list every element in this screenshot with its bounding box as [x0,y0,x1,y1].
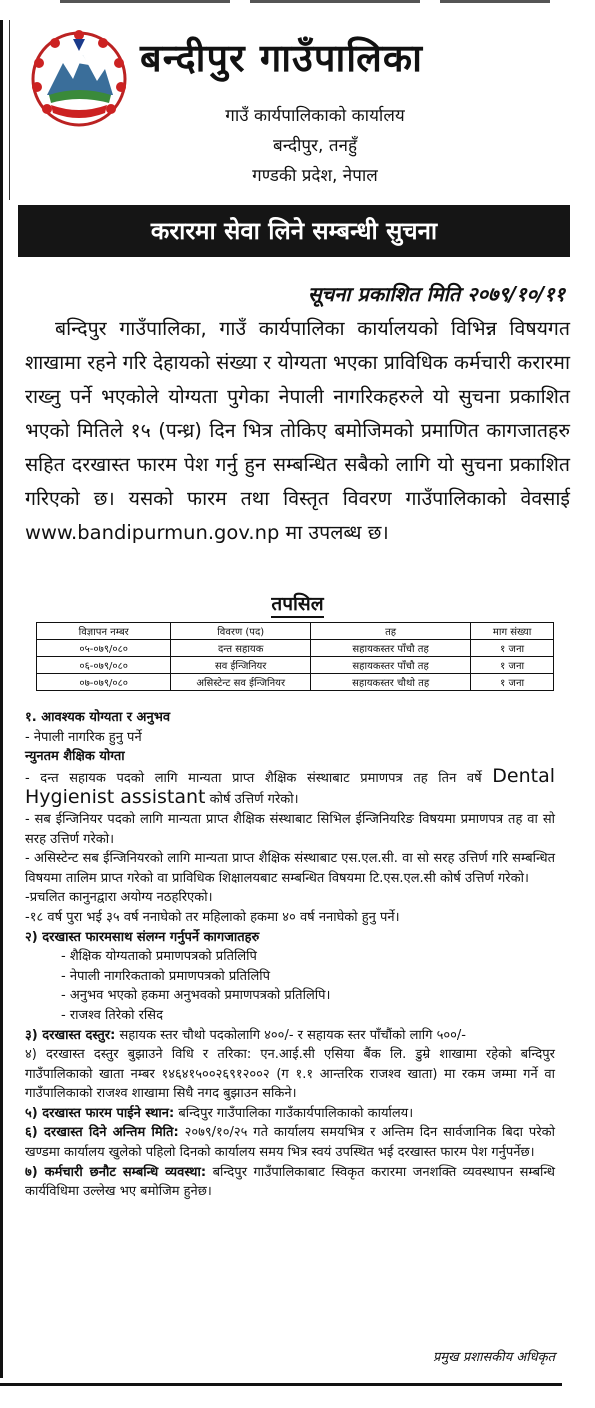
office-address: बन्दीपुर, तनहुँ [273,136,357,156]
table-cell: सव ईन्जिनियर [171,657,311,674]
column-header: माग संख्या [471,623,554,640]
section3-label: ३) दरखास्त दस्तुर: [25,1027,116,1043]
section6-label: ६) दरखास्त दिने अन्तिम मिति: [25,1125,179,1141]
section1-heading: १. आवश्यक योग्यता र अनुभव [25,710,171,725]
section4-payment: ४) दरखास्त दस्तुर बुझाउने विधि र तरिका: एन.आई.सी एसिया बैंक लि. डुम्रे शाखामा रहेको बन्दिपुर गाउँपालिकाको खाता नम्बर १४६४१५००२६९१२००२ (ग १.१ आन्तरिक राजश्व खाता) मा रकम जम्मा गर्ने वा गाउँपालिकाको राजश्व शाखामा सिधै नगद बुझाउन सकिने। [25,1047,555,1102]
column-header: तह [310,623,470,640]
tapsil-heading [0,590,595,616]
table-cell: १ जना [471,640,554,657]
table-cell: असिस्टेन्ट सव ईन्जिनियर [171,674,311,691]
table-header-row [37,623,554,640]
table-cell: १ जना [471,674,554,691]
dental-requirement [25,764,555,810]
table-cell: ०६-०७९/०८० [37,657,171,674]
section6-text: २०७९/१०/२५ गते कार्यालय समयभित्र र अन्तिम दिन सार्वजानिक बिदा परेको खण्डमा कार्यालय खुलेको पहिलो दिनको कार्यालय समय भित्र स्वयं उपस्थित भई दरखास्त फारम पेश गर्नुपर्नेछ। [25,1125,555,1161]
section7-text: बन्दिपुर गाउँपालिकाबाट स्विकृत करारमा जनशक्ति व्यवस्थापन सम्बन्धि कार्यविधिमा उल्लेख भए बमोजिम हुनेछ। [25,1164,555,1200]
list-item: - नेपाली नागरिकताको प्रमाणपत्रको प्रतिलिपि [61,968,271,984]
bottom-border-line [0,1383,562,1386]
notice-banner: करारमा सेवा लिने सम्बन्धी सुचना [18,205,570,257]
table-row [37,657,554,674]
table-cell: दन्त सहायक [171,640,311,657]
province-name: गण्डकी प्रदेश, नेपाल [252,166,378,186]
asst-engineer-requirement: - असिस्टेन्ट सब ईन्जिनियरको लागि मान्यता प्राप्त शैक्षिक संस्थाबाट एस.एल.सी. वा सो सरह उत्तिर्ण गरि सम्बन्धित विषयमा तालिम प्राप्त गरेको वा प्राविधिक शिक्षालयबाट सम्बन्धित विषयमा टि.एस.एल.सी कोर्ष उत्तिर्ण गरेको। [25,851,555,886]
table-cell: १ जना [471,657,554,674]
table-cell: सहायकस्तर पाँचौ तह [310,640,470,657]
signature-title: प्रमुख प्रशासकीय अधिकृत [432,1350,555,1365]
sub-engineer-requirement: - सब ईन्जिनियर पदको लागि मान्यता प्राप्त शैक्षिक संस्थाबाट सिभिल ईन्जिनियरिङ विषयमा प्रमाणपत्र तह वा सो सरह उत्तिर्ण गरेको। [25,811,555,847]
published-date: सूचना प्रकाशित मिति २०७९/१०/११ [307,282,565,306]
dental-text-b: कोर्ष उत्तिर्ण गरेको। [209,792,299,808]
table-row [37,640,554,657]
column-header: विवरण (पद) [171,623,311,640]
table-cell: सहायकस्तर पाँचौ तह [310,657,470,674]
section5-text: बन्दिपुर गाउँपालिका गाउँकार्यपालिकाको कार्यालय। [178,1105,414,1121]
top-edge-strip [0,0,595,8]
section2-heading: २) दरखास्त फारमसाथ संलग्न गर्नुपर्ने कागजातहरु [25,929,260,945]
municipality-title: बन्दीपुर गाउँपालिका [140,36,423,80]
law-requirement: -प्रचलित कानुनद्वारा अयोग्य नठहरिएको। [25,890,213,906]
list-item: - राजश्व तिरेको रसिद [61,1007,163,1023]
table-cell: सहायकस्तर चौथो तह [310,674,470,691]
intro-paragraph [25,312,570,550]
intro-text: बन्दिपुर गाउँपालिका, गाउँ कार्यपालिका कार्यालयको विभिन्न विषयगत शाखामा रहने गरि देहायको संख्या र योग्यता भएका प्राविधिक कर्मचारी करारमा राख्नु पर्ने भएकोले योग्यता पुगेका नेपाली नागरिकहरुले यो सुचना प्रकाशित भएको मितिले १५ (पन्ध्र) दिन भित्र तोकिए बमोजिमको प्रमाणित कागजातहरु सहित दरखास्त फारम पेश गर्नु हुन सम्बन्धित सबैको लागि यो सुचना प्रकाशित गरिएको छ। यसको फारम तथा विस्तृत विवरण गाउँपालिकाको वेवसाई www.bandipurmun.gov.np मा उपलब्ध छ। [25,317,570,544]
dental-text-a: - दन्त सहायक पदको लागि मान्यता प्राप्त शैक्षिक संस्थाबाट प्रमाणपत्र तह तिन वर्षे [25,770,482,786]
table-row [37,674,554,691]
table-cell: ०५-०७९/०८० [37,640,171,657]
table-cell: ०७-०७९/०८० [37,674,171,691]
citizenship-requirement: - नेपाली नागरिक हुनु पर्ने [25,729,142,745]
education-subheading: न्युनतम शैक्षिक योग्ता [25,749,125,765]
left-border-line [0,20,3,1378]
section6-deadline [25,1123,555,1162]
section7-selection [25,1163,555,1202]
section5-label: ५) दरखास्त फारम पाईने स्थान: [25,1105,175,1121]
dental-course-name: Dental Hygienist assistant [25,764,555,809]
section7-label: ७) कर्मचारी छनौट सम्बन्धि व्यवस्था: [25,1164,207,1180]
tapsil-label: तपसिल [271,593,323,618]
column-header: विज्ञापन नम्बर [37,623,171,640]
vacancy-table [36,622,554,691]
list-item: - अनुभव भएको हकमा अनुभवको प्रमाणपत्रको प्रतिलिपि। [61,988,331,1004]
office-name: गाउँ कार्यपालिकाको कार्यालय [225,106,405,126]
age-requirement: -१८ वर्ष पुरा भई ३५ वर्ष ननाघेको तर महिलाको हकमा ४० वर्ष ननाघेको हुनु पर्ने। [25,909,400,925]
section3-text: सहायक स्तर चौथो पदकोलागि ४००/- र सहायक स्तर पाँचौंको लागि ५००/- [119,1027,466,1043]
list-item: - शैक्षिक योग्यताको प्रमाणपत्रको प्रतिलिपि [61,949,257,965]
section5-location [25,1104,555,1124]
section3-fee [25,1026,555,1046]
notice-details [25,708,555,1202]
left-inner-line [9,20,10,200]
notice-header [25,25,565,195]
